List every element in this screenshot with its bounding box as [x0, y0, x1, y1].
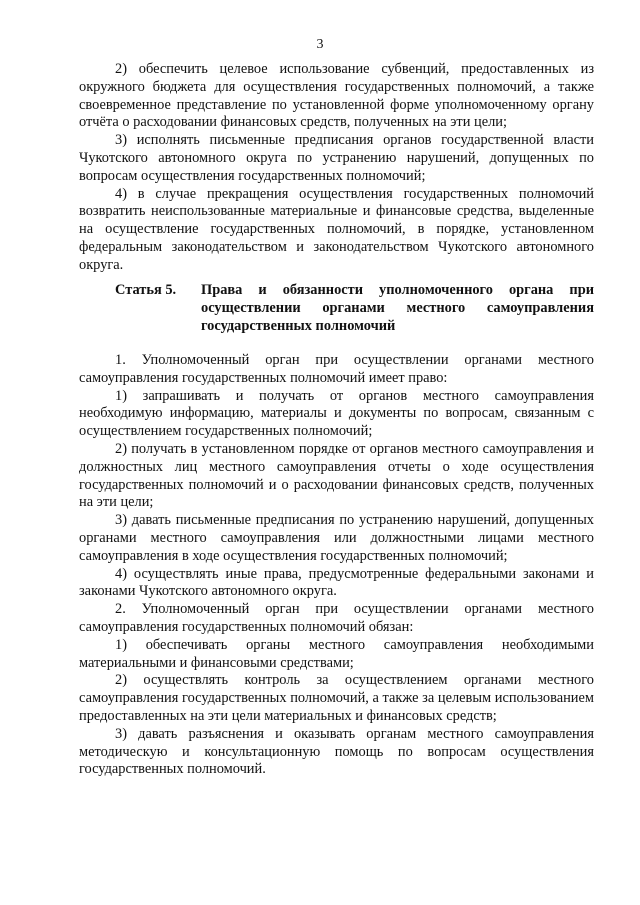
- paragraph: 2) обеспечить целевое использование субвенций, предоставленных из окружного бюджета для осуществления государственных полномочий, а также своевременное представление по установленной форме уполномоченному органу отчёта о расходовании финансовых средств, полученных на эти цели;: [79, 61, 594, 131]
- paragraph: 3) давать разъяснения и оказывать органам местного самоуправления методическую и консультационную помощь по вопросам осуществления государственных полномочий.: [79, 725, 594, 778]
- paragraph: 3) давать письменные предписания по устранению нарушений, допущенных органами местного самоуправления или должностными лицами местного самоуправления в ходе осуществления государственных полномочий;: [79, 512, 594, 564]
- paragraph: 2) получать в установленном порядке от органов местного самоуправления и должностных лиц местного самоуправления отчеты о ходе осуществления государственных полномочий и о расходовании финансовых средств, полученных на эти цели;: [79, 440, 594, 511]
- paragraph: 3) исполнять письменные предписания органов государственной власти Чукотского автономного округа по устранению нарушений, допущенных по вопросам осуществления государственных полномочий;: [79, 132, 594, 184]
- paragraph: 4) осуществлять иные права, предусмотренные федеральными законами и законами Чукотского автономного округа.: [79, 565, 594, 600]
- obligations-continued: [79, 61, 594, 275]
- article-body: [79, 352, 594, 779]
- article-heading: [79, 282, 594, 335]
- paragraph: 1) запрашивать и получать от органов местного самоуправления необходимую информацию, материалы и документы по вопросам, связанным с осуществлением государственных полномочий;: [79, 387, 594, 440]
- paragraph: 1. Уполномоченный орган при осуществлении органами местного самоуправления государственных полномочий имеет право:: [79, 352, 594, 386]
- paragraph: 1) обеспечивать органы местного самоуправления необходимыми материальными и финансовыми средствами;: [79, 636, 594, 671]
- paragraph: 2) осуществлять контроль за осуществлением органами местного самоуправления государственных полномочий, а также за целевым использованием предоставленных на эти цели материальных и финансовых средств;: [79, 672, 594, 724]
- article-title: Права и обязанности уполномоченного органа при осуществлении органами местного самоуправления государственных полномочий: [201, 282, 594, 334]
- page-number: 3: [316, 37, 324, 52]
- paragraph: 2. Уполномоченный орган при осуществлении органами местного самоуправления государственных полномочий обязан:: [79, 601, 594, 635]
- article-number: Статья 5.: [115, 282, 177, 298]
- paragraph: 4) в случае прекращения осуществления государственных полномочий возвратить неиспользованные материальные и финансовые средства, выделенные на осуществление государственных полномочий, в порядке, установленном федеральным законодательством и законодательством Чукотского автономного округа.: [79, 185, 594, 273]
